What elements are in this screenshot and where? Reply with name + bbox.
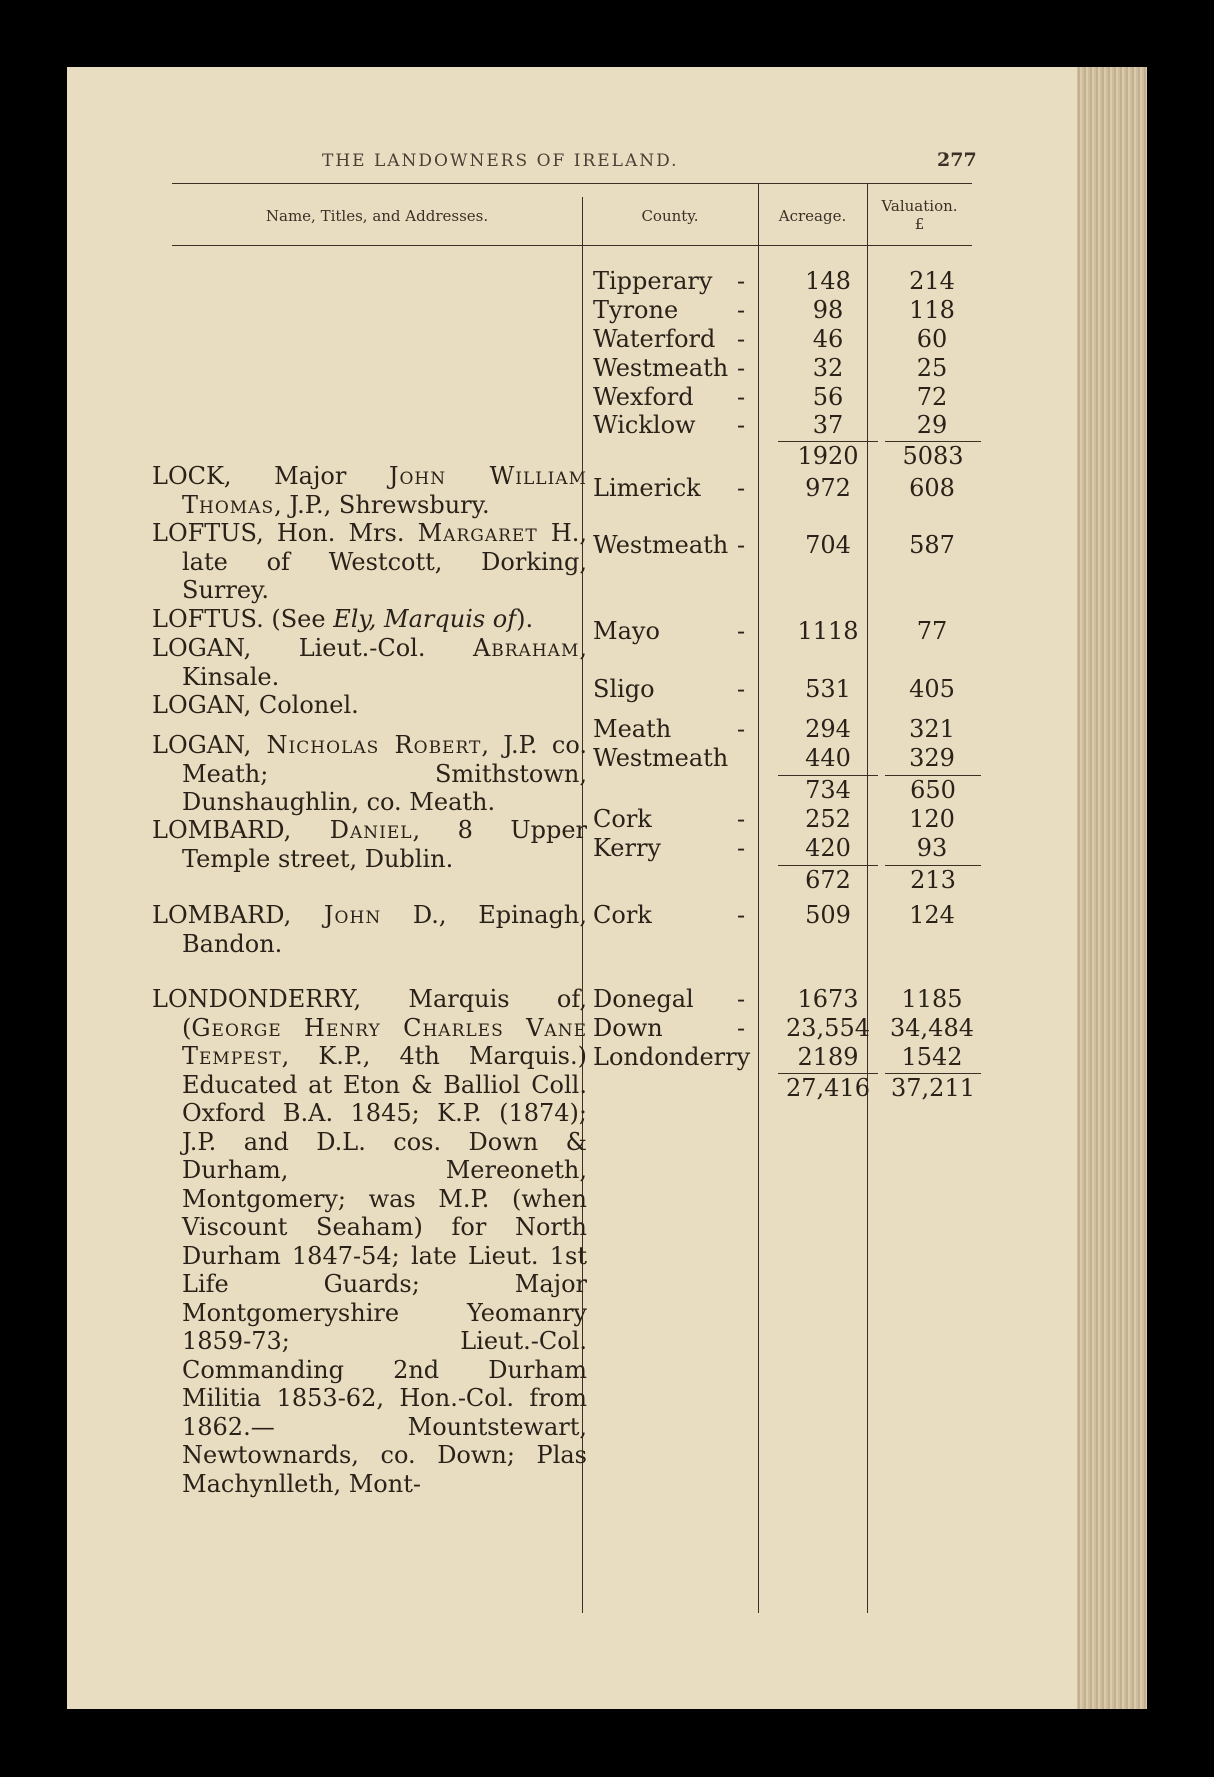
leader-dash: - — [737, 715, 746, 743]
acreage-cell: 531 — [805, 675, 851, 703]
entry-logan-1: LOGAN, Lieut.-Col. Abraham, Kinsale. — [152, 634, 587, 691]
valuation-cell: 37,211 — [885, 1073, 981, 1103]
leader-dash: - — [737, 901, 746, 929]
valuation-cell: 650 — [885, 775, 981, 805]
acreage-cell: 23,554 — [786, 1014, 870, 1042]
acreage-cell: 440 — [805, 744, 851, 772]
leader-dash: - — [737, 474, 746, 502]
entry-londonderry: LONDONDERRY, Marquis of, (George Henry Charles Vane Tempest, K.P., 4th Marquis.) Educated at Eton & Balliol Coll. Oxford B.A. 1845; K.P. (1874); J.P. and D.L. cos. Down & Durham, Mereoneth, Montgomery; was M.P. (when Viscount Seaham) for North Durham 1847-54; late Lieut. 1st Life Guards; Major Montgomeryshire Yeomanry 1859-73; Lieut.-Col. Commanding 2nd Durham Militia 1853-62, Hon.-Col. from 1862.— Mountstewart, Newtownards, co. Down; Plas Machynlleth, Mont- — [152, 985, 587, 1498]
leader-dash: - — [737, 267, 746, 295]
table-row — [67, 834, 1147, 863]
entry-loftus-1: LOFTUS, Hon. Mrs. Margaret H., late of Westcott, Dorking, Surrey. — [152, 519, 587, 604]
entry-lombard-1: LOMBARD, Daniel, 8 Upper Temple street, Dublin. — [152, 816, 587, 873]
valuation-cell: 93 — [916, 834, 948, 862]
leader-dash: - — [737, 296, 746, 324]
valuation-cell: 34,484 — [890, 1014, 974, 1042]
table-row — [67, 354, 1147, 383]
total-row — [67, 865, 1147, 894]
valuation-cell: 118 — [909, 296, 955, 324]
county-cell: Tyrone — [593, 296, 679, 324]
valuation-cell: 77 — [916, 617, 948, 645]
valuation-cell: 1185 — [901, 985, 963, 1013]
valuation-cell: 25 — [916, 354, 948, 382]
acreage-cell: 46 — [812, 325, 844, 353]
table-row — [67, 531, 1147, 560]
table-row — [67, 267, 1147, 296]
county-cell: Wicklow — [593, 411, 696, 439]
valuation-cell: 321 — [909, 715, 955, 743]
county-cell: Meath — [593, 715, 672, 743]
acreage-cell: 148 — [805, 267, 851, 295]
valuation-cell: 587 — [909, 531, 955, 559]
page-number: 277 — [937, 149, 977, 171]
county-cell: Westmeath — [593, 744, 729, 772]
county-cell: Donegal — [593, 985, 694, 1013]
county-cell: Sligo — [593, 675, 655, 703]
table-row — [67, 985, 1147, 1014]
col-head-valuation-label: Valuation. — [881, 197, 958, 215]
total-row — [67, 775, 1147, 804]
county-cell: Tipperary — [593, 267, 713, 295]
valuation-cell: 1542 — [901, 1043, 963, 1071]
entry-logan-3: LOGAN, Nicholas Robert, J.P. co. Meath; Smithstown, Dunshaughlin, co. Meath. — [152, 731, 587, 816]
entry-surname: LOMBARD, — [152, 816, 292, 844]
entry-surname: LOFTUS, — [152, 519, 264, 547]
county-cell: Wexford — [593, 383, 694, 411]
table-row — [67, 805, 1147, 834]
table-row — [67, 411, 1147, 440]
header-rule-bottom — [172, 245, 972, 246]
acreage-cell: 1920 — [778, 441, 878, 471]
leader-dash: - — [737, 411, 746, 439]
col-head-acreage: Acreage. — [778, 207, 847, 225]
entry-surname: LONDONDERRY, — [152, 985, 362, 1013]
acreage-cell: 32 — [812, 354, 844, 382]
total-row — [67, 1073, 1147, 1102]
table-row — [67, 715, 1147, 744]
acreage-cell: 56 — [812, 383, 844, 411]
acreage-cell: 420 — [805, 834, 851, 862]
valuation-cell: 29 — [916, 411, 948, 439]
acreage-cell: 1118 — [797, 617, 859, 645]
entry-surname: LOGAN, — [152, 634, 252, 662]
valuation-cell: 60 — [916, 325, 948, 353]
valuation-cell: 72 — [916, 383, 948, 411]
county-cell: Kerry — [593, 834, 661, 862]
valuation-cell: 124 — [909, 901, 955, 929]
table-row — [67, 325, 1147, 354]
entry-surname: LOFTUS. — [152, 605, 264, 633]
table-row — [67, 901, 1147, 930]
col-head-valuation — [867, 197, 972, 233]
valuation-cell: 608 — [909, 474, 955, 502]
county-cell: Mayo — [593, 617, 660, 645]
leader-dash: - — [737, 531, 746, 559]
leader-dash: - — [737, 834, 746, 862]
valuation-cell: 5083 — [885, 441, 981, 471]
acreage-cell: 509 — [805, 901, 851, 929]
entry-loftus-2: LOFTUS. (See Ely, Marquis of). — [152, 605, 534, 633]
entry-surname: LOGAN, — [152, 691, 252, 719]
valuation-cell: 213 — [885, 865, 981, 895]
table-row — [67, 474, 1147, 503]
leader-dash: - — [737, 383, 746, 411]
table-row — [67, 296, 1147, 325]
col-head-valuation-unit: £ — [914, 215, 925, 233]
leader-dash: - — [737, 1014, 746, 1042]
entry-logan-2: LOGAN, Colonel. — [152, 691, 359, 719]
county-cell: Westmeath — [593, 531, 729, 559]
acreage-cell: 972 — [805, 474, 851, 502]
valuation-cell: 120 — [909, 805, 955, 833]
entry-surname: LOCK, — [152, 462, 232, 490]
county-cell: Waterford — [593, 325, 716, 353]
county-cell: Cork — [593, 901, 652, 929]
running-title: THE LANDOWNERS OF IRELAND. — [322, 151, 679, 171]
county-cell: Down — [593, 1014, 663, 1042]
acreage-cell: 704 — [805, 531, 851, 559]
total-row — [67, 441, 1147, 470]
table-row — [67, 383, 1147, 412]
table-row — [67, 1014, 1147, 1043]
county-cell: Limerick — [593, 474, 701, 502]
acreage-cell: 1673 — [797, 985, 859, 1013]
acreage-cell: 294 — [805, 715, 851, 743]
leader-dash: - — [737, 617, 746, 645]
county-cell: Londonderry — [593, 1043, 751, 1071]
county-cell: Westmeath — [593, 354, 729, 382]
acreage-cell: 734 — [778, 775, 878, 805]
table-row — [67, 744, 1147, 773]
valuation-cell: 329 — [909, 744, 955, 772]
acreage-cell: 672 — [778, 865, 878, 895]
acreage-cell: 252 — [805, 805, 851, 833]
entry-surname: LOGAN, — [152, 731, 252, 759]
book-page — [67, 67, 1147, 1709]
valuation-cell: 405 — [909, 675, 955, 703]
leader-dash: - — [737, 985, 746, 1013]
county-cell: Cork — [593, 805, 652, 833]
table-row — [67, 1043, 1147, 1072]
table-row — [67, 675, 1147, 704]
header-rule-top — [172, 183, 972, 184]
leader-dash: - — [737, 325, 746, 353]
table-row — [67, 617, 1147, 646]
valuation-cell: 214 — [909, 267, 955, 295]
leader-dash: - — [737, 354, 746, 382]
leader-dash: - — [737, 805, 746, 833]
acreage-cell: 37 — [812, 411, 844, 439]
acreage-cell: 98 — [812, 296, 844, 324]
entry-lock: LOCK, Major John William Thomas, J.P., Shrewsbury. — [152, 462, 587, 519]
acreage-cell: 27,416 — [778, 1073, 878, 1103]
col-head-name: Name, Titles, and Addresses. — [265, 207, 489, 225]
col-head-county: County. — [641, 207, 699, 225]
entry-surname: LOMBARD, — [152, 901, 292, 929]
leader-dash: - — [737, 675, 746, 703]
entry-lombard-2: LOMBARD, John D., Epinagh, Bandon. — [152, 901, 587, 958]
acreage-cell: 2189 — [797, 1043, 859, 1071]
